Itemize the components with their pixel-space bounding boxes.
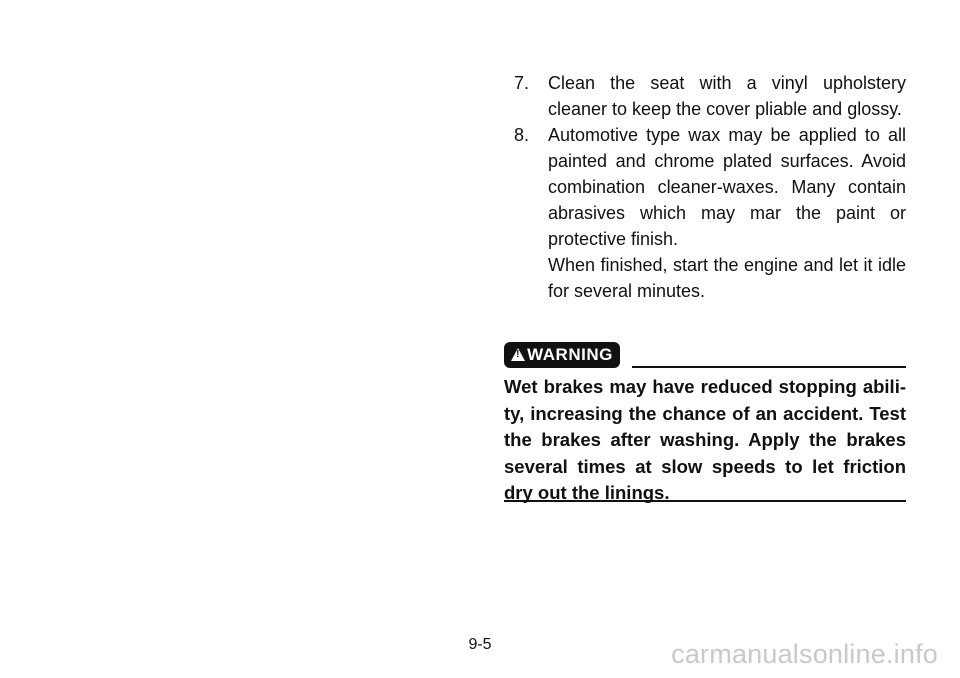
- step-item: [504, 70, 906, 122]
- steps-column: [504, 70, 906, 304]
- step-text: Clean the seat with a vinyl upholstery cleaner to keep the cover pliable and glossy.: [548, 73, 906, 119]
- step-text-continued: When finished, start the engine and let it idle for several minutes.: [548, 255, 906, 301]
- warning-rule-bottom: [504, 500, 906, 502]
- warning-triangle-icon: [511, 348, 525, 361]
- warning-badge: [504, 342, 620, 368]
- step-text: Automotive type wax may be applied to all painted and chrome plated surfaces. Avoid combination cleaner-waxes. Many contain abrasives which may mar the paint or protective finish.: [548, 125, 906, 249]
- watermark-text: carmanualsonline.info: [671, 639, 938, 669]
- warning-rule-top: [632, 366, 906, 368]
- steps-list: [504, 70, 906, 304]
- step-number: 8.: [514, 125, 530, 145]
- page-number: 9-5: [468, 636, 492, 653]
- warning-label: WARNING: [527, 345, 613, 364]
- warning-header: [504, 342, 906, 370]
- step-number: 7.: [514, 73, 530, 93]
- step-item: [504, 122, 906, 304]
- warning-text: Wet brakes may have reduced stopping abili-ty, increasing the chance of an accident. Test the brakes after washing. Apply the brakes several times at slow speeds to let friction dry out the linings.: [504, 376, 906, 503]
